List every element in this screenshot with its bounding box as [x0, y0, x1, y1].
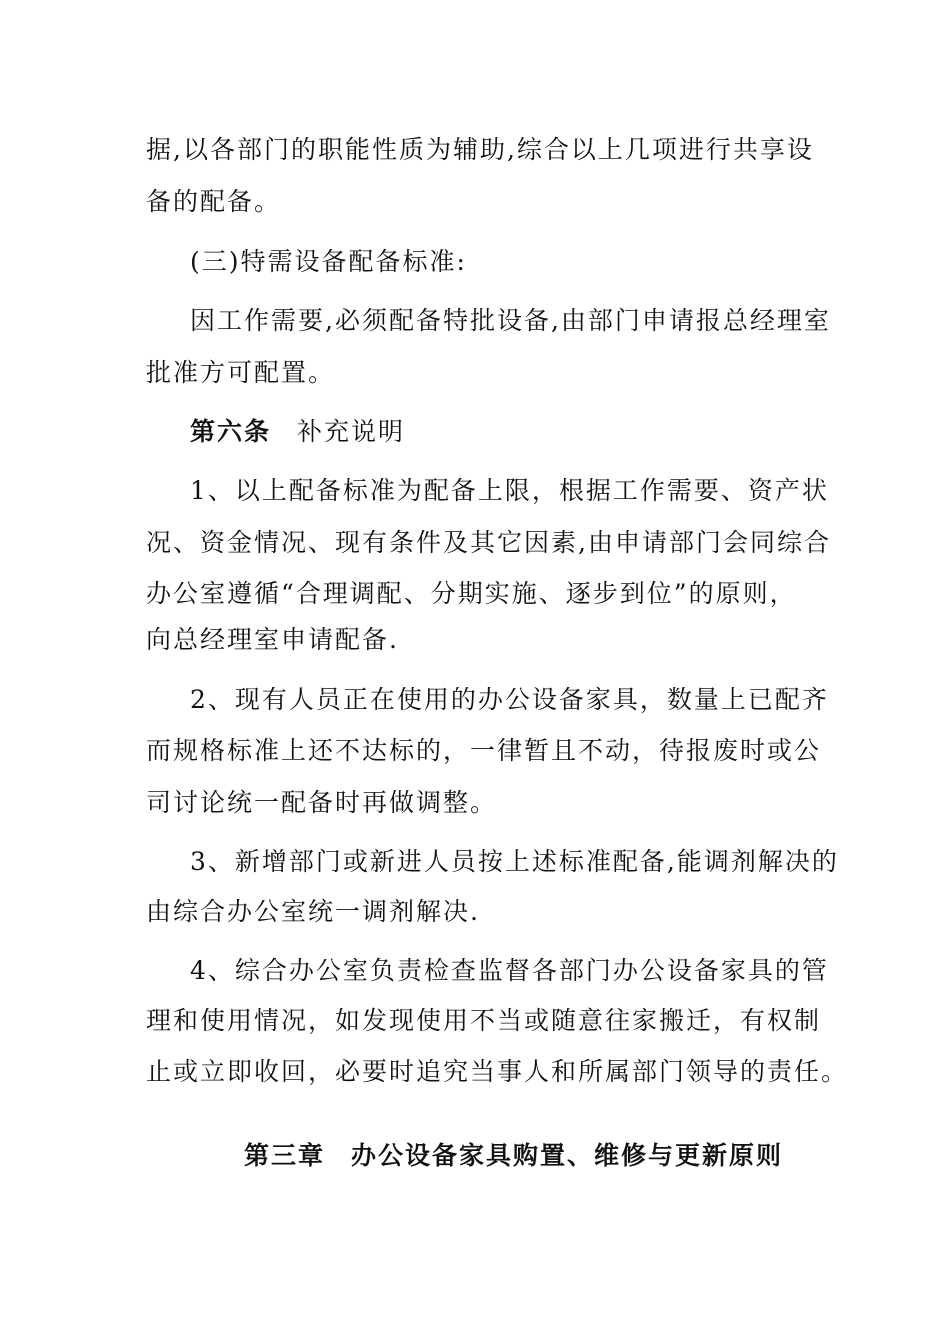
- paragraph-line: 批准方可配置。: [146, 358, 336, 387]
- list-item-line: 司讨论统一配备时再做调整。: [146, 788, 498, 817]
- paragraph-line: 因工作需要,必须配备特批设备,由部门申请报总经理室: [190, 306, 831, 335]
- chapter-heading: [244, 1140, 783, 1172]
- list-item-line: 止或立即收回，必要时追究当事人和所属部门领导的责任。: [146, 1057, 849, 1086]
- list-item-line: 理和使用情况，如发现使用不当或随意往家搬迁，有权制: [146, 1006, 822, 1035]
- chapter-title: 办公设备家具购置、维修与更新原则: [351, 1141, 784, 1170]
- list-item-line: 况、资金情况、现有条件及其它因素,由申请部门会同综合: [146, 528, 831, 557]
- list-item-line: 办公室遵循“合理调配、分期实施、逐步到位”的原则，: [146, 579, 797, 608]
- article-heading: [190, 416, 405, 448]
- chapter-number: 第三章: [244, 1141, 326, 1170]
- list-item-line: 4、综合办公室负责检查监督各部门办公设备家具的管: [190, 956, 829, 985]
- list-item-line: 而规格标准上还不达标的，一律暂且不动，待报废时或公: [146, 736, 822, 765]
- paragraph-line: 备的配备。: [146, 187, 282, 216]
- article-number: 第六条: [190, 417, 272, 446]
- list-item-line: 2、现有人员正在使用的办公设备家具，数量上已配齐: [190, 685, 829, 714]
- list-item-line: 3、新增部门或新进人员按上述标准配备,能调剂解决的: [190, 847, 839, 876]
- article-title: 补充说明: [297, 417, 406, 446]
- paragraph-line: 据,以各部门的职能性质为辅助,综合以上几项进行共享设: [146, 135, 814, 164]
- subheading: (三)特需设备配备标准:: [190, 247, 467, 276]
- list-item-line: 1、以上配备标准为配备上限，根据工作需要、资产状: [190, 476, 829, 505]
- list-item-line: 向总经理室申请配备.: [146, 625, 399, 654]
- list-item-line: 由综合办公室统一调剂解决.: [146, 897, 480, 926]
